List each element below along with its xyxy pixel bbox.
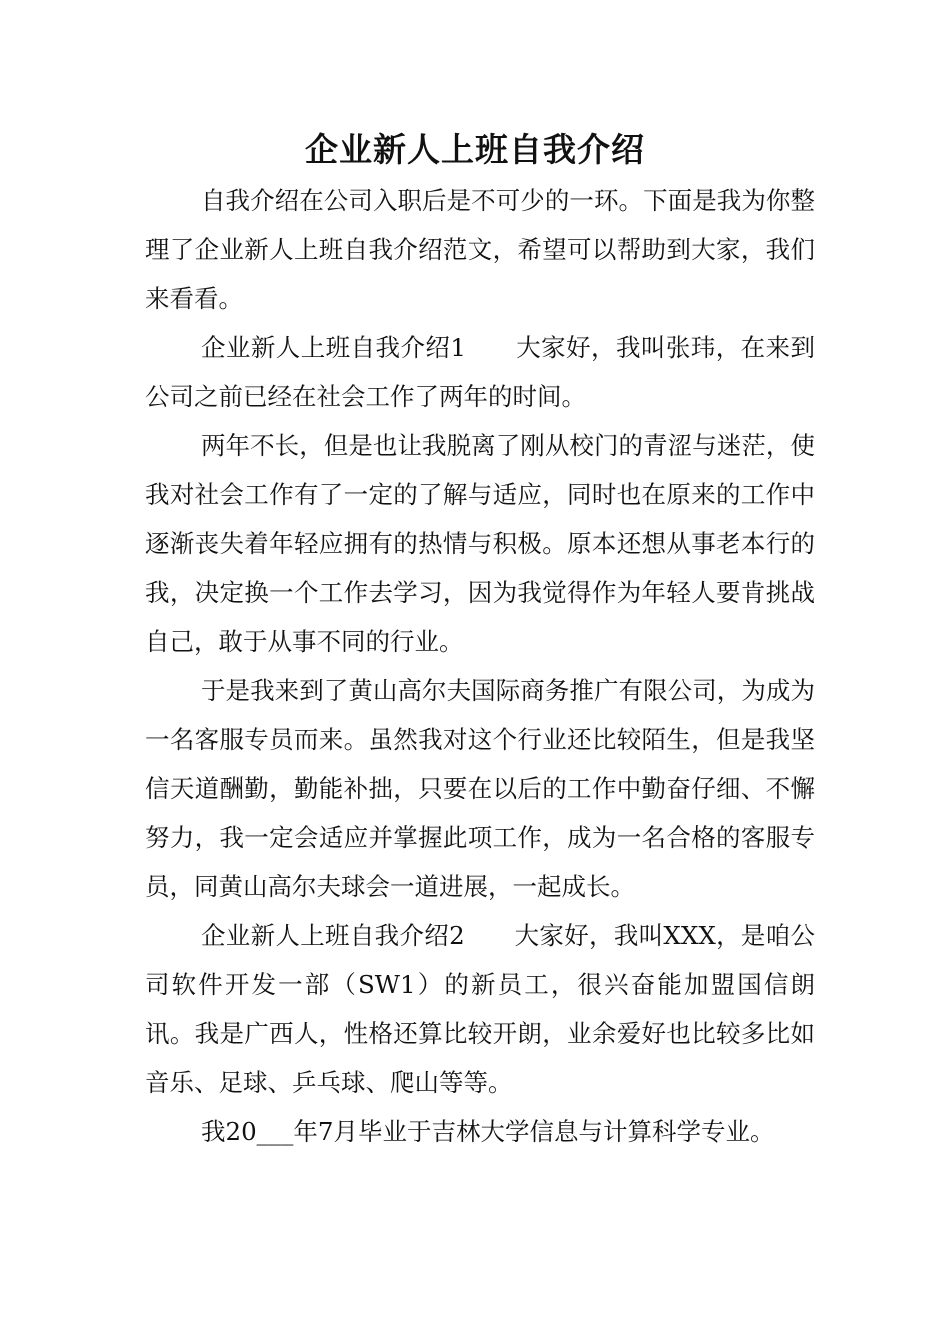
paragraph-intro: 自我介绍在公司入职后是不可少的一环。下面是我为你整理了企业新人上班自我介绍范文，希望可以帮助到大家，我们来看看。 bbox=[145, 186, 815, 313]
paragraph-sample-2-education: 我20___年7月毕业于吉林大学信息与计算科学专业。 bbox=[201, 1117, 775, 1146]
paragraph-sample-2-opening: 企业新人上班自我介绍2 大家好，我叫XXX，是咱公司软件开发一部（SW1）的新员工，很兴奋能加盟国信朗讯。我是广西人，性格还算比较开朗，业余爱好也比较多比如音乐、足球、乒乓球、爬山等等。 bbox=[145, 921, 815, 1097]
paragraph-sample-1-experience: 两年不长，但是也让我脱离了刚从校门的青涩与迷茫，使我对社会工作有了一定的了解与适应，同时也在原来的工作中逐渐丧失着年轻应拥有的热情与积极。原本还想从事老本行的我，决定换一个工作去学习，因为我觉得作为年轻人要肯挑战自己，敢于从事不同的行业。 bbox=[145, 431, 815, 656]
paragraph-sample-1-opening: 企业新人上班自我介绍1 大家好，我叫张玮，在来到公司之前已经在社会工作了两年的时间。 bbox=[145, 333, 815, 411]
paragraph-sample-1-goal: 于是我来到了黄山高尔夫国际商务推广有限公司，为成为一名客服专员而来。虽然我对这个行业还比较陌生，但是我坚信天道酬勤，勤能补拙，只要在以后的工作中勤奋仔细、不懈努力，我一定会适应并掌握此项工作，成为一名合格的客服专员，同黄山高尔夫球会一道进展，一起成长。 bbox=[145, 676, 815, 901]
document-title: 企业新人上班自我介绍 bbox=[305, 130, 645, 169]
document-body bbox=[145, 176, 815, 1156]
